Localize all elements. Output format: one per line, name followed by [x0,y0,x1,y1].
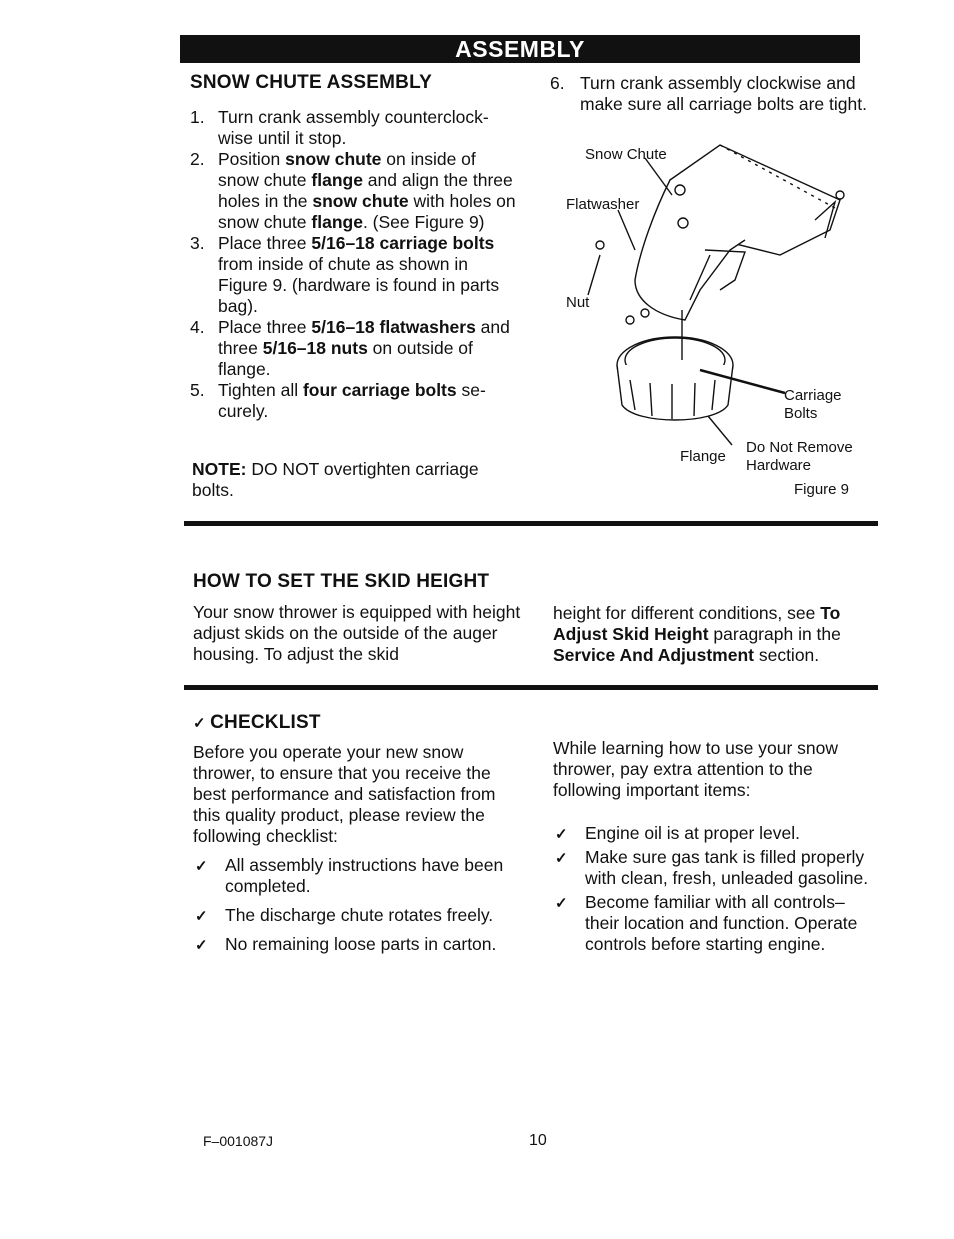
note [192,459,512,501]
step-item [190,317,520,380]
label-snow-chute: Snow Chute [585,146,667,163]
checklist-left-items [195,855,525,955]
label-flatwasher: Flatwasher [566,196,640,213]
text-run: paragraph in the [708,624,841,644]
text-run: Tighten all [218,380,303,400]
text-run: and align the three holes in the [218,170,513,211]
bold-text-run: 5/16–18 flatwashers [311,317,476,337]
text-run: with holes on snow chute [218,191,516,232]
label-do-not-remove: Do Not Remove Hardware [746,439,853,474]
text-run: section. [753,645,820,665]
text-run: and three [218,317,510,358]
checkmark-icon: ✓ [195,908,208,925]
bold-text-run: 5/16–18 carriage bolts [311,233,495,253]
checkmark-icon: ✓ [195,937,208,954]
snow-chute-heading: SNOW CHUTE ASSEMBLY [190,72,433,93]
step-number: 1. [190,107,205,127]
text-run: Turn crank assembly counterclock- wise until it stop. [218,107,489,148]
text-run: Place three [218,233,312,253]
step-item [190,107,520,149]
step-number: 2. [190,149,205,169]
step-text [218,233,499,316]
skid-text-left: Your snow thrower is equipped with height adjust skids on the outside of the auger housing. To adjust the skid [193,602,521,664]
figure-9 [560,140,880,500]
skid-text-right [553,603,858,666]
checklist-right-items [555,823,880,955]
checklist-item: ✓ The discharge chute rotates freely. [195,905,494,925]
bold-text-run: Service And Adjustment [553,645,754,665]
bold-text-run: 5/16–18 nuts [262,338,368,358]
checklist-item: ✓ All assembly instructions have been completed. [195,855,504,896]
skid-heading: HOW TO SET THE SKID HEIGHT [193,571,490,592]
step-number: 3. [190,233,205,253]
checklist-heading: ✓ CHECKLIST [193,712,321,733]
step-text [218,107,489,148]
text-run: . (See Figure 9) [362,212,485,232]
text-run: Position [218,149,286,169]
step-item [190,233,520,317]
checkmark-icon: ✓ [555,895,568,912]
label-carriage-bolts: Carriage Bolts [784,387,842,422]
step-six [550,73,880,115]
step-number: 5. [190,380,205,400]
checklist-item: ✓ No remaining loose parts in carton. [195,934,497,954]
checklist-right-intro: While learning how to use your snow thrower, pay extra attention to the following important items: [553,738,839,800]
step-text [218,380,486,421]
checkmark-icon: ✓ [195,858,208,875]
divider-rule [184,521,878,526]
step-item [190,149,520,233]
checklist-item: ✓ Become familiar with all controls– their location and function. Operate controls before starting engine. [555,892,858,954]
snow-chute-steps [190,107,520,422]
text-run: Place three [218,317,312,337]
figure-caption: Figure 9 [794,481,850,498]
checklist-item: ✓ Make sure gas tank is filled properly with clean, fresh, unleaded gasoline. [555,847,869,888]
bold-text-run: flange [311,212,363,232]
note-label: NOTE: [192,459,247,479]
text-run: se- curely. [218,380,486,421]
step-text: Turn crank assembly clockwise and make sure all carriage bolts are tight. [580,73,867,114]
note-text: DO NOT overtighten carriage bolts. [192,459,479,500]
step-item [190,380,520,422]
page-number: 10 [529,1132,547,1149]
document-code: F–001087J [203,1133,274,1149]
checklist-item: ✓ Engine oil is at proper level. [555,823,800,843]
text-run: on outside of flange. [218,338,473,379]
text-run: on inside of snow chute [218,149,476,190]
bold-text-run: To Adjust Skid Height [553,603,841,644]
checkmark-icon: ✓ [193,715,211,732]
label-nut: Nut [566,294,590,311]
text-run: from inside of chute as shown in Figure 9. (hardware is found in parts bag). [218,254,500,316]
checkmark-icon: ✓ [555,826,568,843]
step-text [218,149,516,232]
step-number: 6. [550,73,565,93]
checklist-intro: Before you operate your new snow thrower, to ensure that you receive the best performance and satisfaction from this quality product, please review the following checklist: [193,742,496,846]
text-run: height for different conditions, see [553,603,821,623]
divider-rule [184,685,878,690]
bold-text-run: flange [311,170,363,190]
section-banner: ASSEMBLY [180,35,860,63]
checkmark-icon: ✓ [555,850,568,867]
step-text [218,317,510,379]
label-flange: Flange [680,448,726,465]
bold-text-run: snow chute [285,149,382,169]
bold-text-run: four carriage bolts [302,380,457,400]
bold-text-run: snow chute [312,191,409,211]
step-number: 4. [190,317,205,337]
